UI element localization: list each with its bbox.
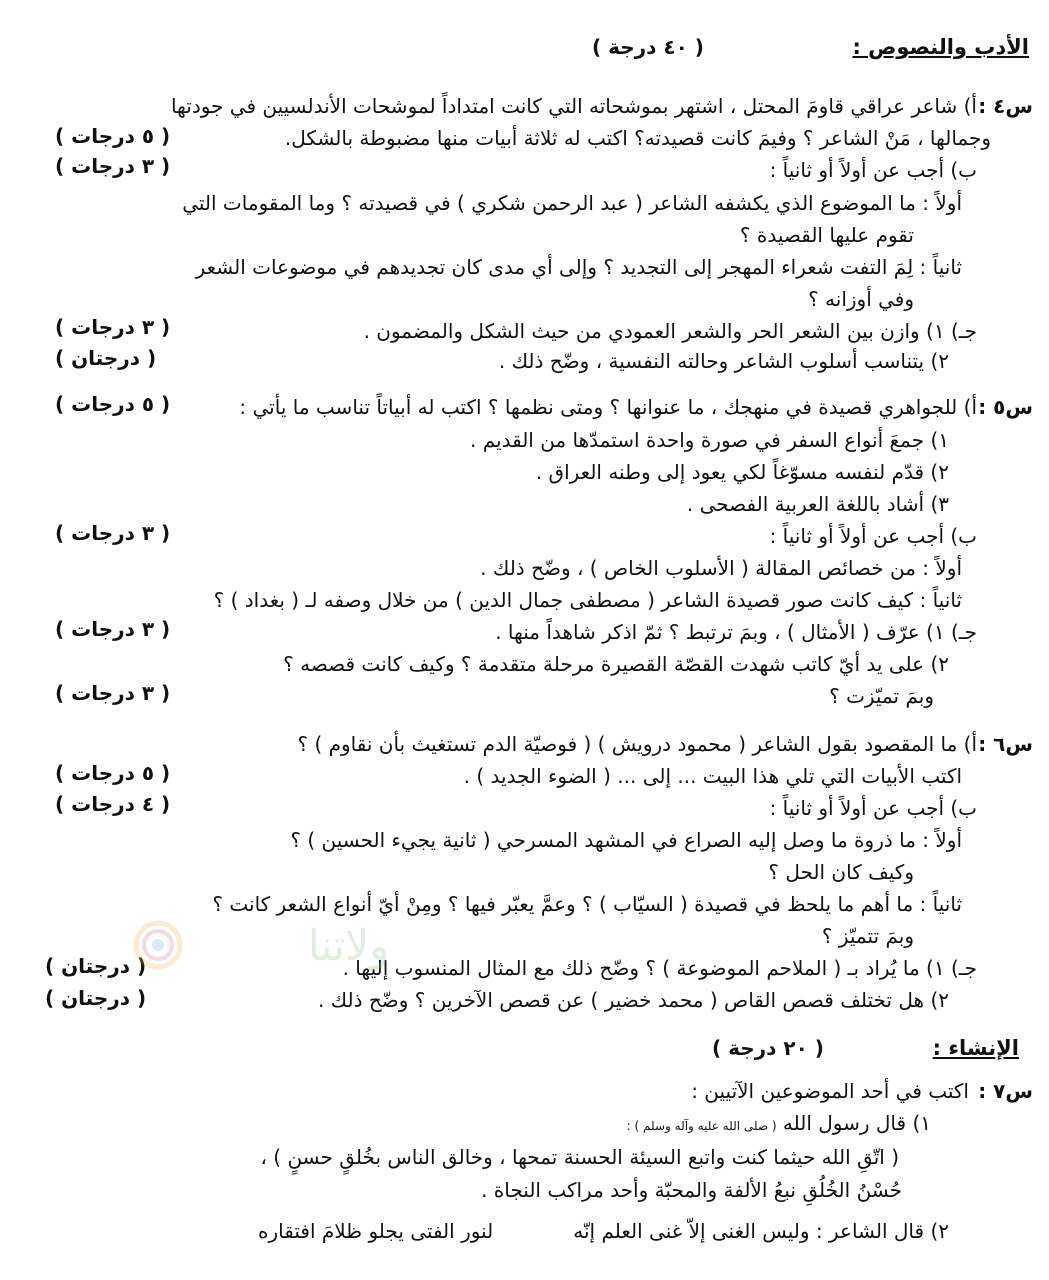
q7-topic1-salawat: ( صلى الله عليه وآله وسلم ) :: [626, 1119, 777, 1133]
q6-b2-line2: وبمَ تتميّز ؟: [821, 924, 914, 948]
q5-a3: ٣) أشاد باللغة العربية الفصحى .: [686, 492, 949, 516]
q5-a-mark: ( ٥ درجات ): [55, 392, 171, 416]
q5-b-head: ب) أجب عن أولاً أو ثانياً :: [769, 524, 977, 548]
q6-b2-line1: ثانياً : ما أهم ما يلحظ في قصيدة ( السيّاب ) ؟ وعمَّ يعبّر فيها ؟ ومِنْ أيّ أنواع الشعر كانت ؟: [212, 892, 962, 916]
q7-topic1-line2: حُسْنُ الخُلُقِ نبعُ الألفة والمحبّة وأحد مراكب النجاة .: [481, 1178, 902, 1202]
q5-c2-line2: وبمَ تميّزت ؟: [829, 684, 934, 708]
q4-b2-line1: ثانياً : لِمَ التفت شعراء المهجر إلى التجديد ؟ وإلى أي مدى كان تجديدهم في موضوعات الشعر: [195, 255, 962, 279]
watermark-logo: [118, 905, 390, 985]
q6-c1-mark: ( درجتان ): [45, 954, 147, 978]
q5-b1: أولاً : من خصائص المقالة ( الأسلوب الخاص ) ، وضّح ذلك .: [480, 556, 962, 580]
q6-a-line1: أ) ما المقصود بقول الشاعر ( محمود درويش ) ( فوصيّة الدم تستغيث بأن نقاوم ) ؟: [297, 732, 977, 756]
q5-a2: ٢) قدّم لنفسه مسوّغاً لكي يعود إلى وطنه العراق .: [535, 460, 949, 484]
q4-c2: ٢) يتناسب أسلوب الشاعر وحالته النفسية ، وضّح ذلك .: [498, 349, 949, 373]
q6-c1: جـ) ١) ما يُراد بـ ( الملاحم الموضوعة ) ؟ وضّح ذلك مع المثال المنسوب إليها .: [342, 956, 977, 980]
watermark-text: ولاتنا: [308, 921, 390, 970]
q4-a-mark: ( ٥ درجات ): [55, 124, 171, 148]
q7-topic1-label: ١) قال رسول الله: [782, 1111, 931, 1135]
q4-b2-line2: وفي أوزانه ؟: [808, 287, 914, 311]
q7-topic2-hemistich1: ٢) قال الشاعر : وليس الغنى إلاّ غنى العلم إنّه: [573, 1219, 949, 1243]
q5-b2: ثانياً : كيف كانت صور قصيدة الشاعر ( مصطفى جمال الدين ) من خلال وصفه لـ ( بغداد ) ؟: [213, 588, 962, 612]
section-title-literature: الأدب والنصوص :: [852, 35, 1029, 59]
q6-c2: ٢) هل تختلف قصص القاص ( محمد خضير ) عن قصص الآخرين ؟ وضّح ذلك .: [317, 988, 949, 1012]
q5-c2-line1: ٢) على يد أيّ كاتب شهدت القصّة القصيرة مرحلة متقدمة ؟ وكيف كانت قصصه ؟: [283, 652, 949, 676]
q6-number: س٦ :: [978, 732, 1033, 756]
q5-number: س٥ :: [978, 395, 1033, 419]
q5-c1: جـ) ١) عرّف ( الأمثال ) ، وبمَ ترتبط ؟ ثمّ اذكر شاهداً منها .: [495, 620, 977, 644]
q4-b-head: ب) أجب عن أولاً أو ثانياً :: [769, 158, 977, 182]
q7-topic1-quote: ( اتّقِ الله حيثما كنت واتبع السيئة الحسنة تمحها ، وخالق الناس بخُلقٍ حسنٍ ) ،: [260, 1145, 899, 1169]
q4-c2-mark: ( درجتان ): [55, 346, 157, 370]
q7-head: اكتب في أحد الموضوعين الآتيين :: [691, 1079, 969, 1103]
q6-b-head: ب) أجب عن أولاً أو ثانياً :: [769, 796, 977, 820]
q7-topic1: [627, 1108, 931, 1141]
q6-a-line2: اكتب الأبيات التي تلي هذا البيت ... إلى ... ( الضوء الجديد ) .: [463, 764, 962, 788]
q5-a: أ) للجواهري قصيدة في منهجك ، ما عنوانها ؟ ومتى نظمها ؟ اكتب له أبياتاً تناسب ما يأتي :: [239, 395, 977, 419]
q4-b1-line1: أولاً : ما الموضوع الذي يكشفه الشاعر ( عبد الرحمن شكري ) في قصيدته ؟ وما المقومات التي: [182, 191, 962, 215]
q7-number: س٧ :: [978, 1079, 1033, 1103]
section-score-literature: ( ٤٠ درجة ): [592, 35, 704, 59]
q4-a-line1: أ) شاعر عراقي قاومَ المحتل ، اشتهر بموشحاته التي كانت امتداداً لموشحات الأندلسيين في جودتها: [170, 94, 977, 118]
q5-c2-mark: ( ٣ درجات ): [55, 681, 171, 705]
q6-b-mark: ( ٤ درجات ): [55, 792, 171, 816]
q5-c1-mark: ( ٣ درجات ): [55, 617, 171, 641]
q4-a-line2: وجمالها ، مَنْ الشاعر ؟ وفيمَ كانت قصيدته؟ اكتب له ثلاثة أبيات منها مضبوطة بالشكل.: [284, 126, 991, 150]
q5-a1: ١) جمعَ أنواع السفر في صورة واحدة استمدّها من القديم .: [469, 428, 949, 452]
q4-number: س٤ :: [978, 94, 1033, 118]
q4-b-mark: ( ٣ درجات ): [55, 154, 171, 178]
q6-a-mark: ( ٥ درجات ): [55, 761, 171, 785]
q6-c2-mark: ( درجتان ): [45, 986, 147, 1010]
q6-b1-line2: وكيف كان الحل ؟: [768, 860, 914, 884]
section-title-composition: الإنشاء :: [932, 1036, 1019, 1060]
q6-b1-line1: أولاً : ما ذروة ما وصل إليه الصراع في المشهد المسرحي ( ثانية يجيء الحسين ) ؟: [290, 828, 962, 852]
q4-b1-line2: تقوم عليها القصيدة ؟: [739, 223, 914, 247]
section-score-composition: ( ٢٠ درجة ): [712, 1036, 824, 1060]
q4-c1: جـ) ١) وازن بين الشعر الحر والشعر العمودي من حيث الشكل والمضمون .: [363, 319, 977, 343]
q7-topic2-hemistich2: لنور الفتى يجلو ظلامَ افتقاره: [258, 1219, 494, 1243]
q4-c1-mark: ( ٣ درجات ): [55, 315, 171, 339]
q5-b-mark: ( ٣ درجات ): [55, 521, 171, 545]
